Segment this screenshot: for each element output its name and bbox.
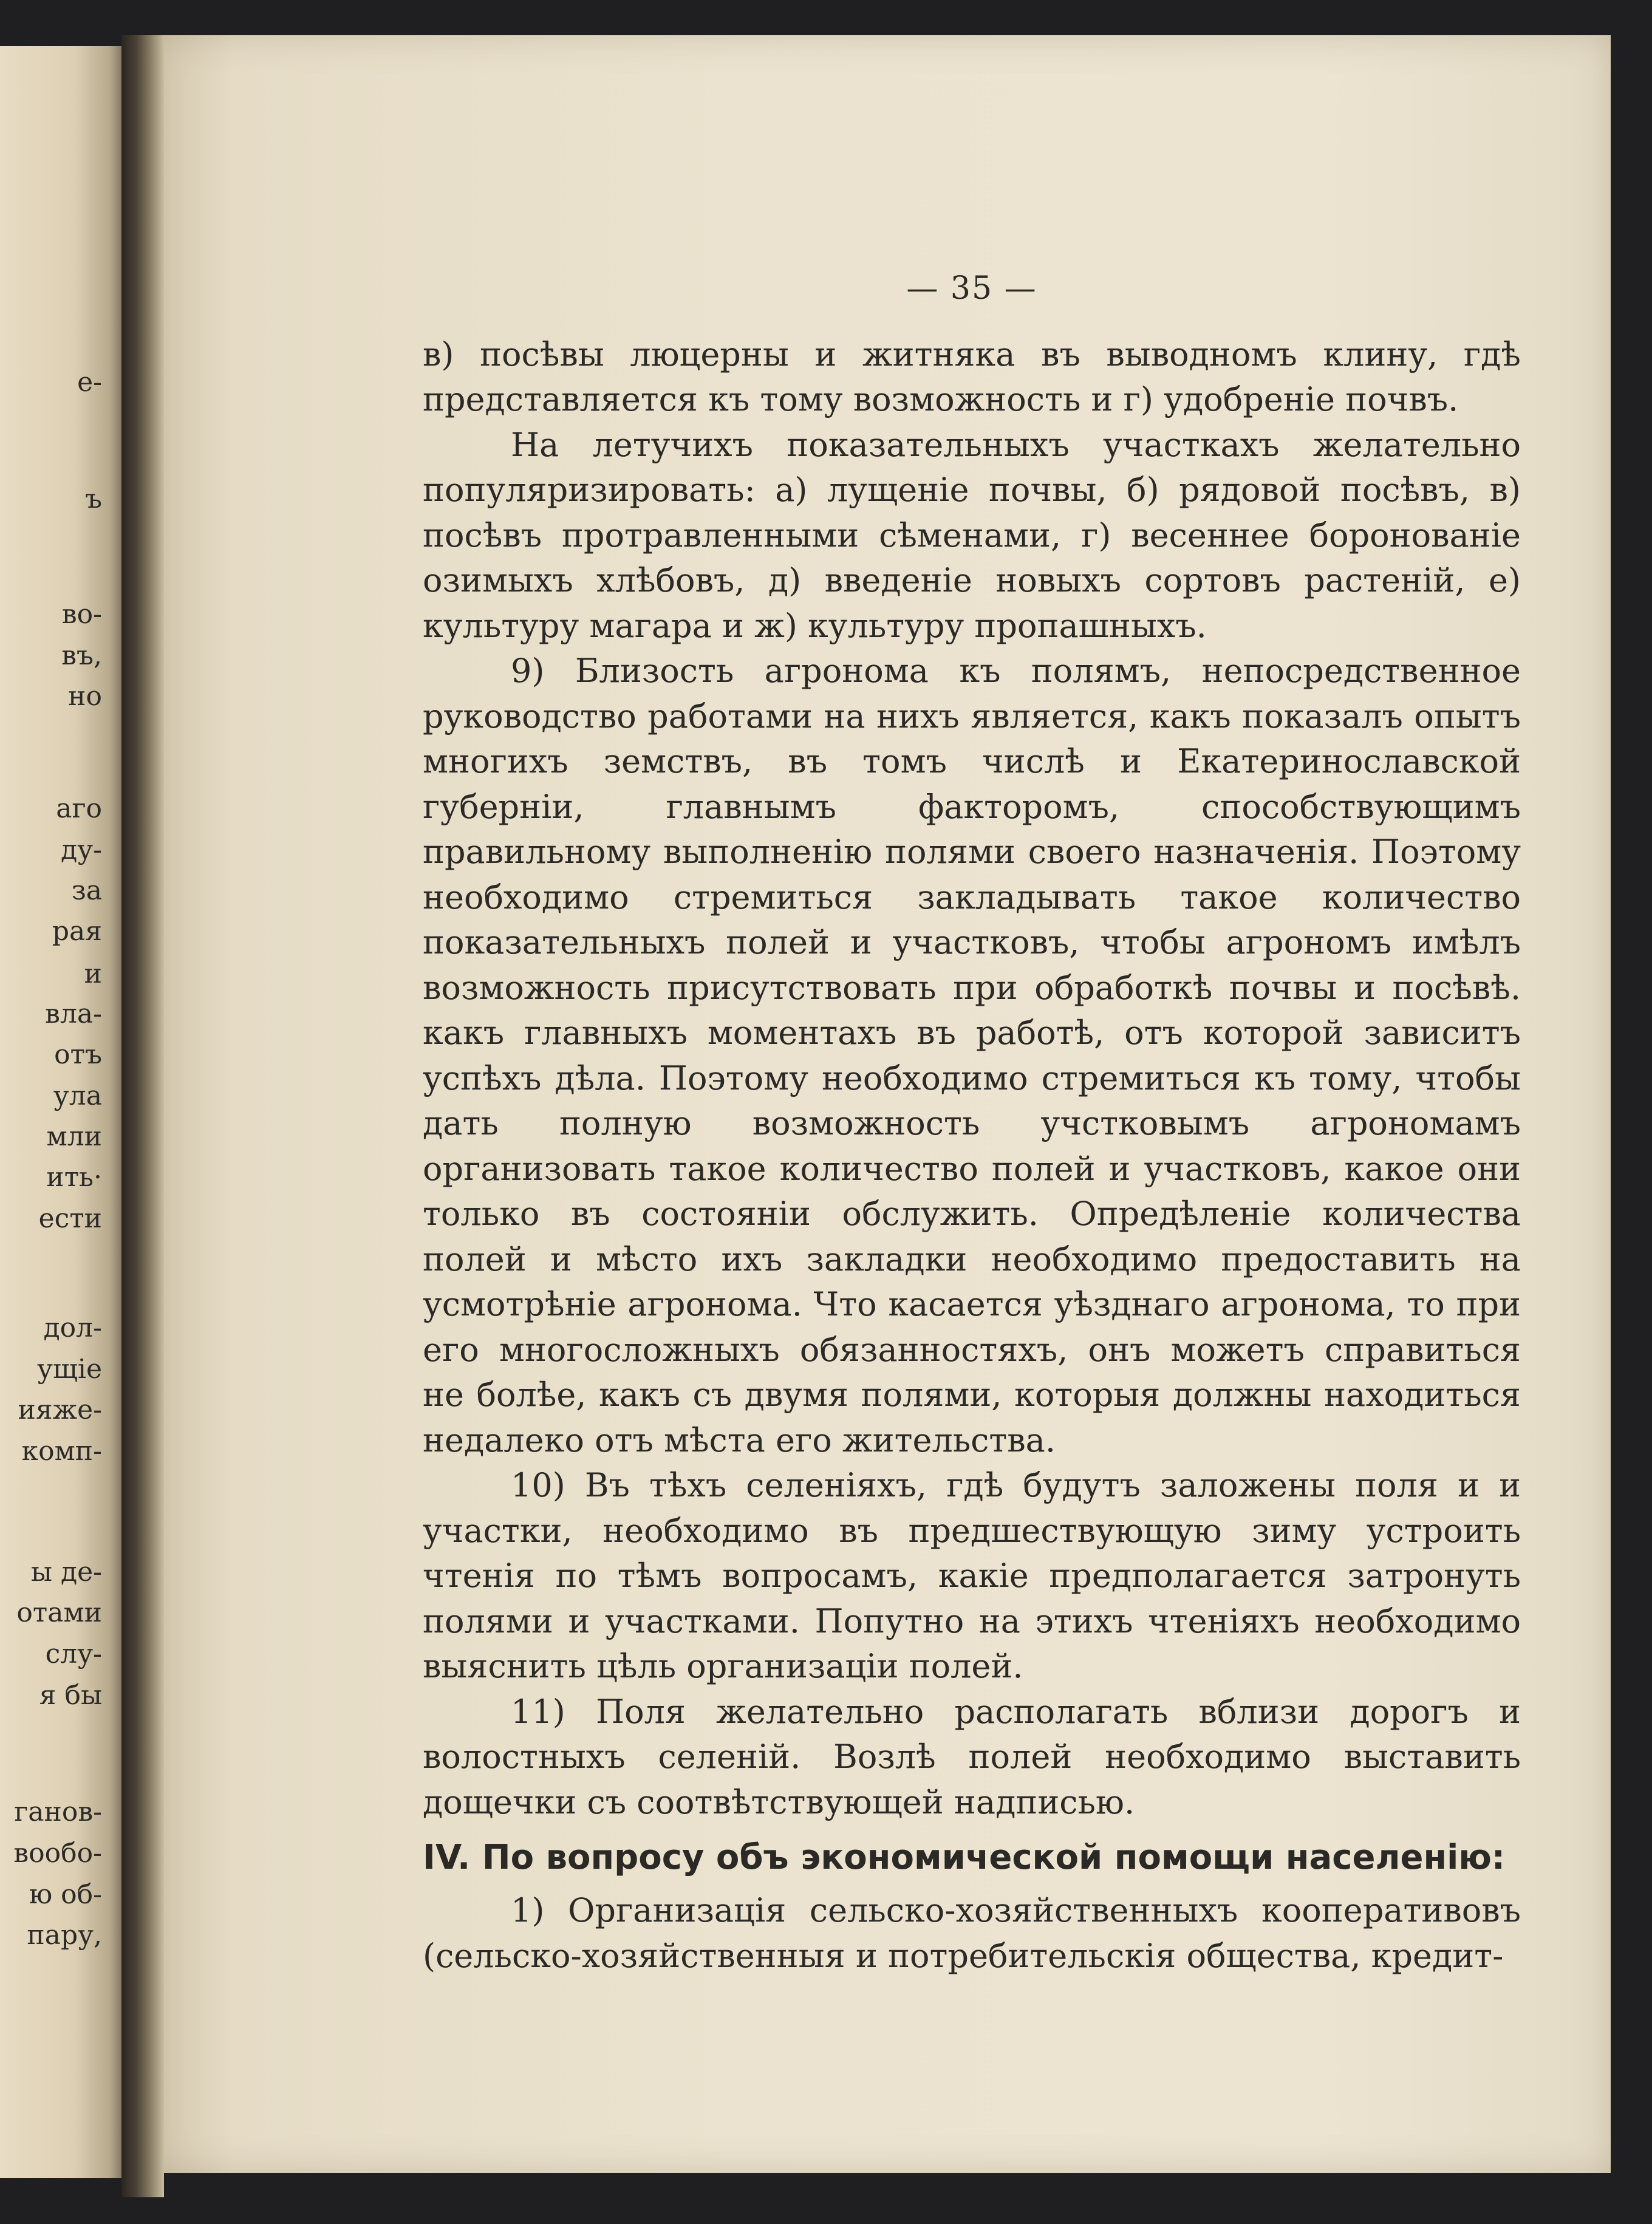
- left-page-line: ганов-: [14, 1796, 102, 1827]
- left-page-line: е-: [77, 367, 102, 398]
- book-gutter: [121, 35, 164, 2197]
- left-page-line: вла-: [45, 998, 102, 1029]
- left-page-line: ъ: [85, 483, 102, 514]
- left-page-line: слу-: [45, 1639, 102, 1670]
- left-page-line: отъ: [54, 1039, 102, 1070]
- left-page-line: ула: [53, 1080, 102, 1111]
- left-page-line: аго: [56, 793, 102, 824]
- left-page-line: ияже-: [18, 1394, 102, 1425]
- left-page-line: ду-: [61, 834, 102, 865]
- left-page-line: пару,: [27, 1920, 102, 1951]
- left-page-line: и: [84, 958, 102, 989]
- left-page-line: я бы: [39, 1680, 102, 1711]
- page-number: — 35 —: [906, 270, 1037, 307]
- left-page-line: за: [71, 875, 102, 906]
- left-page-line: рая: [52, 916, 102, 947]
- scanned-spread: [0, 35, 1611, 2197]
- left-page-line: во-: [61, 599, 102, 630]
- page-text: [423, 266, 1521, 1979]
- paragraph-5: 11) Поля желательно располагать вблизи дорогъ и волостныхъ селеній. Возлѣ полей необходимо выставить дощечки съ соотвѣтствующей надписью.: [423, 1692, 1521, 1821]
- left-page-line: ести: [38, 1203, 102, 1234]
- left-page-line: ю об-: [29, 1879, 102, 1910]
- left-page-line: ущіе: [37, 1354, 102, 1385]
- right-page: [146, 35, 1611, 2173]
- left-page-line: ы де-: [30, 1557, 102, 1588]
- left-page-line: дол-: [43, 1312, 102, 1343]
- paragraph-6: 1) Организація сельско-хозяйственныхъ кооперативовъ (сельско-хозяйственныя и потребительскія общества, кредит-: [423, 1891, 1521, 1975]
- section-heading: IV. По вопросу объ экономической помощи населенію:: [423, 1838, 1506, 1877]
- paragraph-3: 9) Близость агронома къ полямъ, непосредственное руководство работами на нихъ является, какъ показалъ опытъ многихъ земствъ, въ томъ числѣ и Екатеринославской губерніи, главнымъ факторомъ, способствующимъ правильному выполненію полями своего назначенія. Поэтому необходимо стремиться закладывать такое количество показательныхъ полей и участковъ, чтобы агрономъ имѣлъ возможность присутствовать при обработкѣ почвы и посѣвѣ. какъ главныхъ моментахъ въ работѣ, отъ которой зависитъ успѣхъ дѣла. Поэтому необходимо стремиться къ тому, чтобы дать полную возможность учстковымъ агрономамъ организовать такое количество полей и участковъ, какое они только въ состояніи обслужить. Опредѣленіе количества полей и мѣсто ихъ закладки необходимо предоставить на усмотрѣніе агронома. Что касается уѣзднаго агронома, то при его многосложныхъ обязанностяхъ, онъ можетъ справиться не болѣе, какъ съ двумя полями, которыя должны находиться недалеко отъ мѣста его жительства.: [423, 652, 1521, 1459]
- paragraph-1: в) посѣвы люцерны и житняка въ выводномъ клину, гдѣ представляется къ тому возможность и г) удобреніе почвъ.: [423, 335, 1521, 418]
- left-page-line: но: [68, 681, 102, 712]
- left-page-line: ить·: [46, 1162, 102, 1193]
- paragraph-2: На летучихъ показательныхъ участкахъ желательно популяризировать: а) лущеніе почвы, б) рядовой посѣвъ, в) посѣвъ протравленными сѣменами, г) весеннее боронованіе озимыхъ хлѣбовъ, д) введеніе новыхъ сортовъ растеній, е) культуру магара и ж) культуру пропашныхъ.: [423, 425, 1521, 645]
- paragraph-4: 10) Въ тѣхъ селеніяхъ, гдѣ будутъ заложены поля и и участки, необходимо въ предшествующую зиму устроить чтенія по тѣмъ вопросамъ, какіе предполагается затронуть полями и участками. Попутно на этихъ чтеніяхъ необходимо выяснить цѣль организаціи полей.: [423, 1466, 1521, 1685]
- left-page-line: отами: [16, 1597, 102, 1628]
- left-page-line: комп-: [21, 1436, 102, 1467]
- left-page-line: мли: [46, 1121, 102, 1152]
- left-page-edge: [0, 46, 134, 2178]
- left-page-line: вообо-: [13, 1838, 102, 1869]
- left-page-line: въ,: [61, 640, 102, 671]
